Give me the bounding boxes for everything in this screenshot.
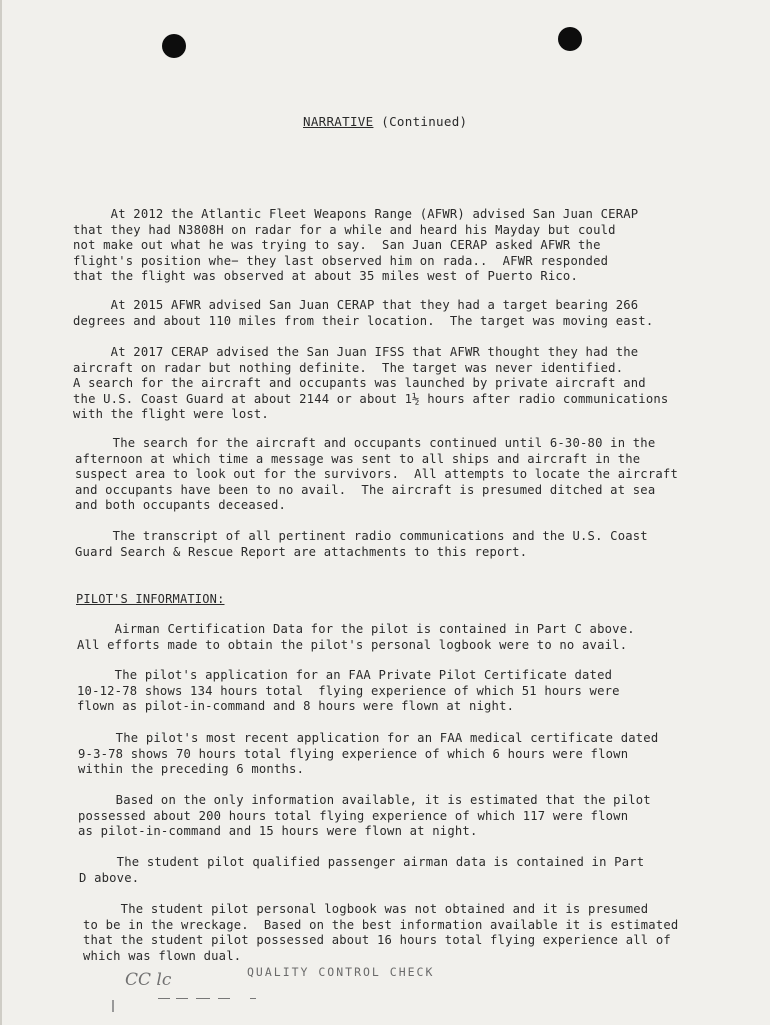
narrative-paragraph-5: The transcript of all pertinent radio communications and the U.S. Coast Guard Search & Rescue Report are attachments to this report. xyxy=(75,529,648,559)
pilot-paragraph-2: The pilot's application for an FAA Private Pilot Certificate dated 10-12-78 shows 134 hours total flying experience of which 51 hours were flown as pilot-in-command and 8 hours were flown at night. xyxy=(77,668,620,714)
narrative-paragraph-3: At 2017 CERAP advised the San Juan IFSS that AFWR thought they had the aircraft on radar but nothing definite. The target was never identified. A search for the aircraft and occupants was launched by private aircraft and the U.S. Coast Guard at about 2144 or about 1½ hours after radio communications with the flight were lost. xyxy=(73,345,669,422)
footer-dash xyxy=(218,998,230,999)
footer-dash xyxy=(250,998,256,999)
pilot-paragraph-6: The student pilot personal logbook was not obtained and it is presumed to be in the wreckage. Based on the best information available it is estimated that the student pilot possessed about 16 hours total flying experience all of which was flown dual. xyxy=(83,902,679,963)
pilot-info-heading: PILOT'S INFORMATION: xyxy=(76,592,225,606)
footer-dash xyxy=(176,998,188,999)
title-rest: (Continued) xyxy=(373,114,468,129)
narrative-paragraph-2: At 2015 AFWR advised San Juan CERAP that they had a target bearing 266 degrees and about 110 miles from their location. The target was moving east. xyxy=(73,298,654,328)
narrative-paragraph-1: At 2012 the Atlantic Fleet Weapons Range (AFWR) advised San Juan CERAP that they had N3808H on radar for a while and heard his Mayday but could not make out what he was trying to say. San Juan CERAP asked AFWR the flight's position whe− they last observed him on rada.. AFWR responded that the flight was observed at about 35 miles west of Puerto Rico. xyxy=(73,207,639,284)
pilot-paragraph-4: Based on the only information available, it is estimated that the pilot possessed about 200 hours total flying experience of which 117 were flown as pilot-in-command and 15 hours were flown at night. xyxy=(78,793,651,839)
punch-hole-left xyxy=(162,34,186,58)
quality-control-stamp: QUALITY CONTROL CHECK xyxy=(247,965,435,979)
handwritten-initials: CC lc xyxy=(125,970,172,990)
punch-hole-right xyxy=(558,27,582,51)
pilot-paragraph-3: The pilot's most recent application for an FAA medical certificate dated 9-3-78 shows 70 hours total flying experience of which 6 hours were flown within the preceding 6 months. xyxy=(78,731,659,777)
footer-dash xyxy=(158,998,170,999)
pilot-paragraph-5: The student pilot qualified passenger airman data is contained in Part D above. xyxy=(79,855,645,885)
page-edge xyxy=(0,0,2,1025)
title-underlined: NARRATIVE xyxy=(303,114,374,129)
narrative-paragraph-4: The search for the aircraft and occupants continued until 6-30-80 in the afternoon at which time a message was sent to all ships and aircraft in the suspect area to look out for the survivors. All attempts to locate the aircraft and occupants have been to no avail. The aircraft is presumed ditched at sea and both occupants deceased. xyxy=(75,436,678,513)
footer-dash xyxy=(196,998,210,999)
stray-mark xyxy=(112,1000,114,1012)
page-title xyxy=(303,114,467,129)
pilot-paragraph-1: Airman Certification Data for the pilot is contained in Part C above. All efforts made to obtain the pilot's personal logbook were to no avail. xyxy=(77,622,635,652)
